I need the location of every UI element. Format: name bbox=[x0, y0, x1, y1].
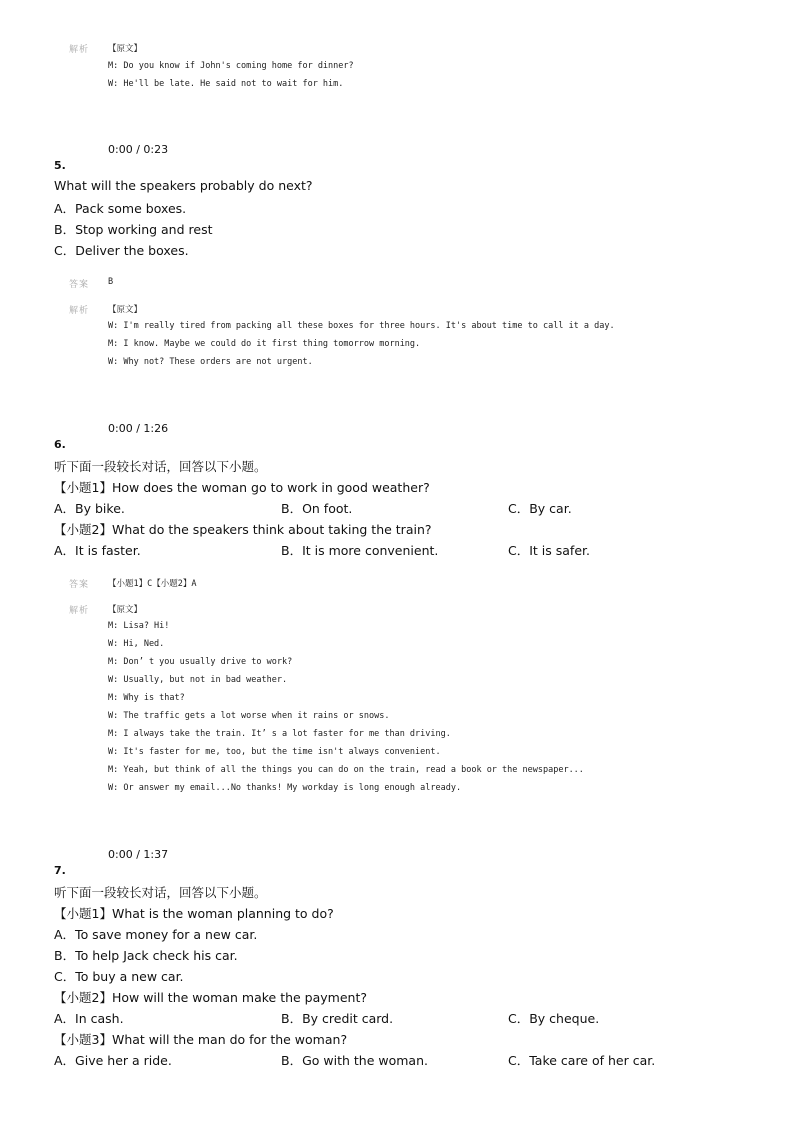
analysis-label: 解析 bbox=[69, 606, 90, 616]
question-number: 5. bbox=[54, 159, 66, 172]
option-b: B．Stop working and rest bbox=[54, 222, 213, 237]
transcript-line: M: Yeah, but think of all the things you can do on the train, read a book or the newspaper... bbox=[108, 765, 584, 775]
question-number: 7. bbox=[54, 864, 66, 877]
analysis-label: 解析 bbox=[69, 45, 90, 55]
transcript-line: W: I'm really tired from packing all these boxes for three hours. It's about time to call it a day. bbox=[108, 321, 615, 331]
question-text: What will the speakers probably do next? bbox=[54, 178, 313, 193]
transcript-line: W: He'll be late. He said not to wait for him. bbox=[108, 79, 344, 89]
analysis-label: 解析 bbox=[69, 306, 90, 316]
transcript-line: W: Or answer my email...No thanks! My workday is long enough already. bbox=[108, 783, 462, 793]
audio-time[interactable]: 0:00 / 0:23 bbox=[108, 143, 169, 156]
option-c: C．By car. bbox=[508, 501, 572, 516]
option-a: A．To save money for a new car. bbox=[54, 927, 258, 942]
transcript-line: M: Don’ t you usually drive to work? bbox=[108, 657, 293, 667]
transcript-line: W: It's faster for me, too, but the time isn't always convenient. bbox=[108, 747, 441, 757]
subquestion-2: 【小题2】What do the speakers think about taking the train? bbox=[54, 522, 432, 537]
option-a: A．In cash. bbox=[54, 1011, 124, 1026]
question-intro: 听下面一段较长对话，回答以下小题。 bbox=[54, 885, 267, 900]
transcript-line: W: Usually, but not in bad weather. bbox=[108, 675, 288, 685]
transcript-line: M: Do you know if John's coming home for dinner? bbox=[108, 61, 354, 71]
subquestion-3: 【小题3】What will the man do for the woman? bbox=[54, 1032, 348, 1047]
transcript-heading: 【原文】 bbox=[108, 605, 143, 615]
transcript-heading: 【原文】 bbox=[108, 305, 143, 315]
question-intro: 听下面一段较长对话，回答以下小题。 bbox=[54, 459, 267, 474]
option-b: B．Go with the woman. bbox=[281, 1053, 428, 1068]
option-c: C．To buy a new car. bbox=[54, 969, 184, 984]
answer-value: B bbox=[108, 277, 114, 287]
option-a: A．By bike. bbox=[54, 501, 125, 516]
transcript-line: M: Why is that? bbox=[108, 693, 185, 703]
transcript-line: W: Why not? These orders are not urgent. bbox=[108, 357, 313, 367]
subquestion-1: 【小题1】How does the woman go to work in good weather? bbox=[54, 480, 430, 495]
transcript-line: M: I always take the train. It’ s a lot faster for me than driving. bbox=[108, 729, 451, 739]
audio-time[interactable]: 0:00 / 1:26 bbox=[108, 422, 169, 435]
question-number: 6. bbox=[54, 438, 66, 451]
transcript-line: M: I know. Maybe we could do it first thing tomorrow morning. bbox=[108, 339, 421, 349]
option-b: B．To help Jack check his car. bbox=[54, 948, 238, 963]
transcript-line: M: Lisa? Hi! bbox=[108, 621, 170, 631]
option-a: A．Give her a ride. bbox=[54, 1053, 172, 1068]
option-c: C．It is safer. bbox=[508, 543, 590, 558]
answer-label: 答案 bbox=[69, 280, 90, 290]
option-c: C．Take care of her car. bbox=[508, 1053, 656, 1068]
option-b: B．It is more convenient. bbox=[281, 543, 439, 558]
option-c: C．By cheque. bbox=[508, 1011, 600, 1026]
answer-value: 【小题1】C【小题2】A bbox=[108, 579, 197, 589]
option-a: A．It is faster. bbox=[54, 543, 141, 558]
subquestion-1: 【小题1】What is the woman planning to do? bbox=[54, 906, 334, 921]
subquestion-2: 【小题2】How will the woman make the payment? bbox=[54, 990, 368, 1005]
option-b: B．On foot. bbox=[281, 501, 353, 516]
transcript-line: W: The traffic gets a lot worse when it rains or snows. bbox=[108, 711, 390, 721]
option-a: A．Pack some boxes. bbox=[54, 201, 187, 216]
option-c: C．Deliver the boxes. bbox=[54, 243, 189, 258]
audio-time[interactable]: 0:00 / 1:37 bbox=[108, 848, 169, 861]
answer-label: 答案 bbox=[69, 580, 90, 590]
transcript-line: W: Hi, Ned. bbox=[108, 639, 165, 649]
option-b: B．By credit card. bbox=[281, 1011, 394, 1026]
transcript-heading: 【原文】 bbox=[108, 44, 143, 54]
